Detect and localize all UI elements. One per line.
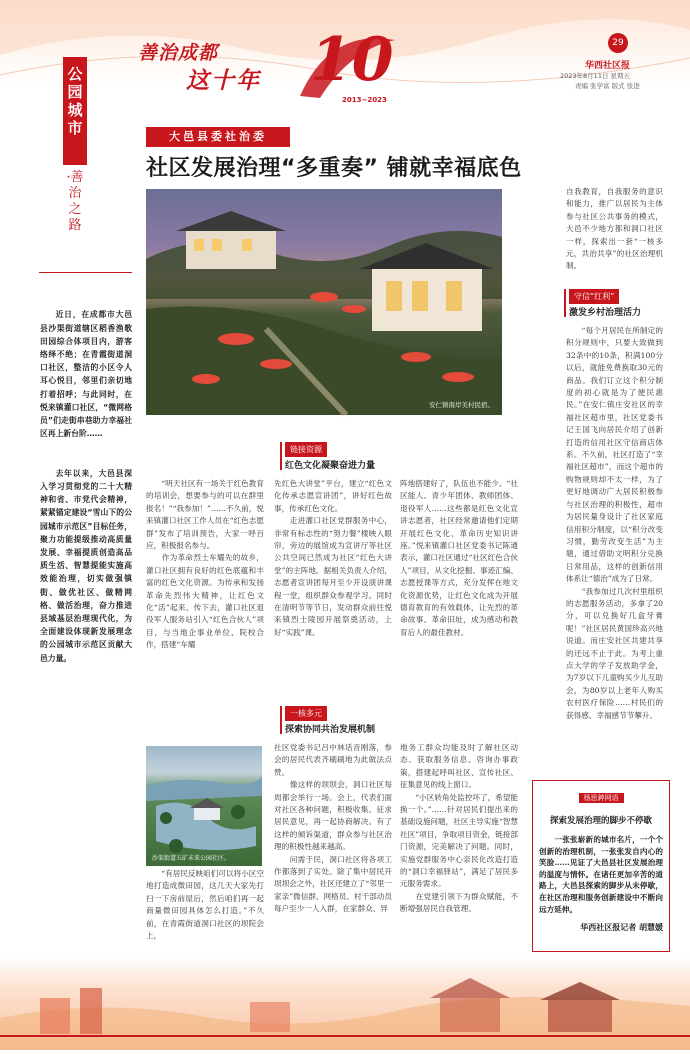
headline-kicker-box xyxy=(146,127,290,147)
section3-tag: 守信“红利” xyxy=(569,289,619,304)
page-number-badge xyxy=(608,33,628,53)
section1-tag: 链接资源 xyxy=(285,442,327,457)
review-title: 探索发展治理的脚步不停歇 xyxy=(549,816,652,826)
anniversary-number: 10 xyxy=(310,25,394,95)
column-subtitle: ·善治之路 xyxy=(66,170,84,233)
section3-body: “每个月居民在所制定的积分规则中，只要大致做到32条中的10条，积满100分以后，就能免费换取30元的商品。我们订立这个积分制度的初心就是为了便民惠民。”在安仁镇庄安社区的幸福社区超市里，社区党委书记王国飞向居民介绍了创新打造的信用社区守信商店体系。不久前，社区打造了“幸福社区超市”，而这个超市的购物规则却不太一样，为了更好地调动广大居民积极参与社区治理的积极性，超市为居民量身设计了社区家庭信用积分制度，以“积分改变习惯，勤劳改变生活”为主题，通过借助文明积分兑换日常用品，这样的创新信用体系让“德治”成为了日常。 “我参加过几次村里组织的志愿服务活动，多拿了20分，可以兑换好几盒牙膏呢！”社区居民黄国珍高兴地说道。而庄安社区共建共享的还远不止于此。为考上重点大学的学子发放助学金，为7岁以下儿童购买少儿互助会，为80岁以上老年人购买农村医疗保险……村民们的获得感、幸福感节节攀升。 xyxy=(566,326,663,720)
headline-title: 社区发展治理“多重奏” 铺就幸福底色 xyxy=(146,156,522,181)
footer-skyline-illustration xyxy=(0,958,690,1050)
review-byline: 华西社区报记者 胡慧媛 xyxy=(580,923,663,932)
issue-date: 2023年8月11日 星期五 xyxy=(560,72,631,80)
section3-title: 激发乡村治理活力 xyxy=(569,308,642,318)
section1-col2: 先红色大讲堂”平台，建立“红色文化传承志愿宣讲团”，讲好红色故事，传承红色文化。 走进灌口社区党群服务中心，非常有标志性的“努力餐”楼映入眼帘，旁边的展馆成为宣讲厅等社区公共空间已然成为社区“红色大讲堂”的主阵地。据相关负责人介绍，志愿者宣讲团每月至少开设演讲课程一堂，组织群众参观学习。同时在清明节等节日，发动群众前往悦来镇烈士陵园开展祭奠活动，上好“实践”课。 xyxy=(274,479,392,637)
section1-col3: 阵地搭建好了，队伍也不能少。“社区能人、青少年团体、教师团体、退役军人……这些都是红色文化宣讲志愿者，社区经常邀请他们定期开展红色文化、革命历史知识讲座。”悦来镇灌口社区党委书记陈通表示，灌口社区通过“社区红色合伙人”项目，从文化挖掘、事迹汇编、志愿授课等方式，充分发挥在地文化资源优势，让红色文化成为开展德育教育的有效载体，让先烈的革命故事、革命旧址，成为感动和教育后人的最佳教材。 xyxy=(400,479,518,637)
sidebar-rule xyxy=(39,272,132,273)
section2-tag: 一核多元 xyxy=(285,706,327,721)
review-label-wrap xyxy=(539,785,663,804)
photo-homestay xyxy=(146,189,502,415)
section1-title: 红色文化凝聚奋进力量 xyxy=(285,461,376,471)
footer-banner xyxy=(0,958,690,1050)
review-body: 一张张崭新的城市名片，一个个创新的治理机制，一张张发自内心的笑脸……见证了大邑县社区发展治理的温度与情怀。在诸任更加辛苦的道路上，大邑县探索的脚步从未停歇，在社区治理和服务创新建设中不断向远方延伸。 xyxy=(539,835,663,914)
photo-community-park-illustration xyxy=(146,746,262,866)
section1-bar xyxy=(280,442,282,470)
photo-homestay-illustration xyxy=(146,189,502,415)
page-number: 29 xyxy=(612,38,624,48)
photo-community-park-caption: 沙渠街道五矿未来公园社区。 xyxy=(152,855,231,862)
review-label: 杨思鈡网语 xyxy=(579,793,624,803)
section3-bar xyxy=(564,289,566,317)
section1-col1: “明天社区有一场关于红色教育的培训会，想要参与的可以在群里报名！”“我参加！”……不久前，悦来镇灌口社区工作人员在“红色志愿群”发布了培训预告，大家一呼百应，积极报名参与。 作为革命烈士车耀先的故乡，灌口社区拥有良好的红色底蕴和丰富的红色文化资源。为传承和发扬革命先烈伟大精神，让红色文化“活”起来、传下去，灌口社区退役军人服务站引入“红色合伙人”项目，与当地企事业单位、院校合作，搭建“车耀 xyxy=(146,479,264,650)
column-title-box xyxy=(63,57,87,165)
section2-bar xyxy=(280,706,282,734)
column-title: 公园城市 xyxy=(67,65,83,137)
series-title-line2: 这十年 xyxy=(186,67,261,94)
series-title-line1: 善治成都 xyxy=(138,42,219,64)
sidebar-intro xyxy=(40,282,132,742)
section2-col1: “有居民反映咱们可以将小区空地打造成微田园，这几天大家先打扫一下房前屋后，然后咱们再一起商量微田园具体怎么打造。”不久前，在青霞街道洞口社区的坝院会上， xyxy=(146,869,264,941)
headline-kicker: 大邑县委社治委 xyxy=(169,130,267,143)
sidebar-paragraph: 近日，在成都市大邑县沙渠街道辖区稻香渔歌田园综合体项目内，游客络绎不绝；在青霞街道洞口社区，整洁的小区令人耳心悦目，邻里们亲切地打着招呼；与此同时，在悦来镇灌口社区，“微网格员”们走街串巷助力幸福社区再上新台阶…… xyxy=(40,310,132,439)
masthead xyxy=(0,0,690,112)
sidebar-paragraph: 去年以来，大邑县深入学习贯彻党的二十大精神和省、市党代会精神，紧紧锚定建设“雪山下的公园城市示范区”目标任务，聚力功能提级推动高质量发展、幸福提质创造高品质生活、智慧提能实施高效能治理，切实做强镇街、做优社区、做精网格、做活治理，奋力推进县域基层治理现代化，为全面建设体现新发展理念的公园城市示范区贡献大邑力量。 xyxy=(40,468,132,663)
photo-community-park xyxy=(146,746,262,866)
section2-title: 探索协同共治发展机制 xyxy=(285,725,376,735)
section2-col2: 社区党委书记吕中林话音刚落，参会的居民代表齐刷刷地为此做法点赞。 像这样的坝坝会，洞口社区每周都会举行一场。会上，代表们面对社区各种问题，积极收集、征求居民意见，再一起协商解决。有了这样的倾诉渠道，群众参与社区治理的积极性越来越高。 问需于民，洞口社区将各项工作都落到了实处。除了集中居民开坝坝会之外，社区还建立了“邻里一家亲”微信群、网格员、村干部动员每户至少一人入群，在家群众、异 xyxy=(274,743,392,914)
editors: 责编 张学富 版式 张进 xyxy=(575,82,640,90)
review-box xyxy=(532,780,670,952)
photo-homestay-caption: 安仁镇南岸美村民宿。 xyxy=(429,401,494,409)
newspaper-name: 华西社区报 xyxy=(585,61,631,71)
section2-col3: 地务工群众均能及时了解社区动态、获取服务信息、咨询办事政策，搭建起呼叫社区、宣传社区、征集意见的线上窗口。 “小区转角处监控坏了，希望能换一个。”……针对居民们提出来的基础设施问题，社区主导实施“智慧社区”项目，争取项目资金，链接部门资源，完美解决了问题。同时，实施党群服务中心亲民化改造打造的“洞口幸福驿站”，满足了居民多元服务需求。 在党建引领下为群众赋能，不断增强居民自我管理、 xyxy=(400,743,518,914)
anniversary-years: 2013~2023 xyxy=(342,96,387,104)
right-col-top-text: 自我教育，自我服务的意识和能力，推广以居民为主体参与社区公共事务的模式，大邑不少地方都和洞口社区一样，探索出一套“一核多元，共治共享”的社区治理机制。 xyxy=(566,187,663,271)
